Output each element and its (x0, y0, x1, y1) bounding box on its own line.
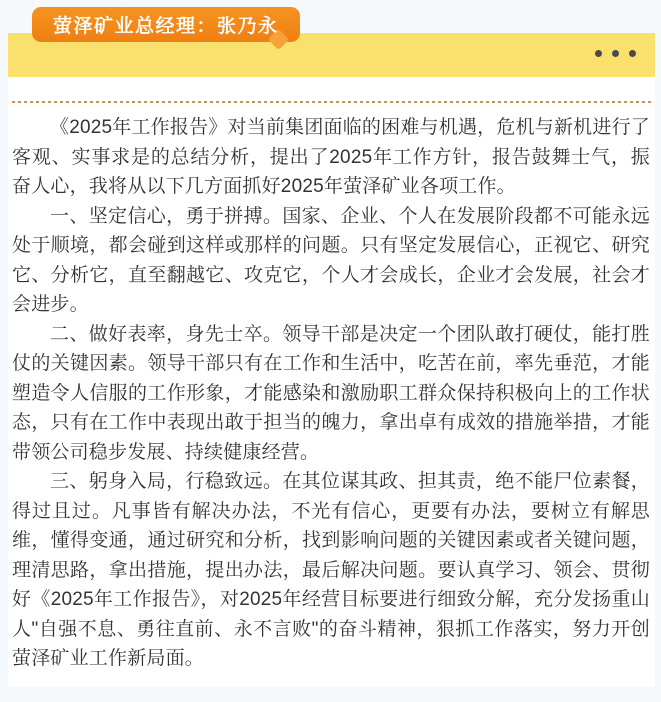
ellipsis-dot (595, 50, 602, 57)
author-badge (32, 7, 300, 42)
article-text (11, 103, 652, 674)
article-card (8, 33, 655, 687)
ellipsis-icon[interactable] (593, 44, 638, 63)
ellipsis-dot (629, 50, 636, 57)
author-badge-label: 萤泽矿业总经理：张乃永 (53, 16, 279, 37)
paragraph-intro: 《2025年工作报告》对当前集团面临的困难与机遇，危机与新机进行了客观、实事求是的总结分析，提出了2025年工作方针，报告鼓舞士气，振奋人心，我将从以下几方面抓好2025年萤泽矿业各项工作。 (12, 117, 650, 197)
paragraph-point-3: 三、躬身入局，行稳致远。在其位谋其政、担其责，绝不能尸位素餐，得过且过。凡事皆有解决办法，不光有信心，更要有办法，要树立有解思维，懂得变通，通过研究和分析，找到影响问题的关键因素或者关键问题，理清思路，拿出措施，提出办法，最后解决问题。要认真学习、领会、贯彻好《2025年工作报告》，对2025年经营目标要进行细致分解，充分发扬重山人"自强不息、勇往直前、永不言败"的奋斗精神，狠抓工作落实，努力开创萤泽矿业工作新局面。 (12, 471, 650, 669)
article-body (8, 77, 655, 674)
paragraph-point-1: 一、坚定信心，勇于拼搏。国家、企业、个人在发展阶段都不可能永远处于顺境，都会碰到这样或那样的问题。只有坚定发展信心，正视它、研究它、分析它，直至翻越它、攻克它，个人才会成长，企业才会发展，社会才会进步。 (12, 205, 650, 315)
paragraph-point-2: 二、做好表率，身先士卒。领导干部是决定一个团队敢打硬仗，能打胜仗的关键因素。领导干部只有在工作和生活中，吃苦在前，率先垂范，才能塑造令人信服的工作形象，才能感染和激励职工群众保持积极向上的工作状态，只有在工作中表现出敢于担当的魄力，拿出卓有成效的措施举措，才能带领公司稳步发展、持续健康经营。 (12, 323, 650, 463)
ellipsis-dot (612, 50, 619, 57)
